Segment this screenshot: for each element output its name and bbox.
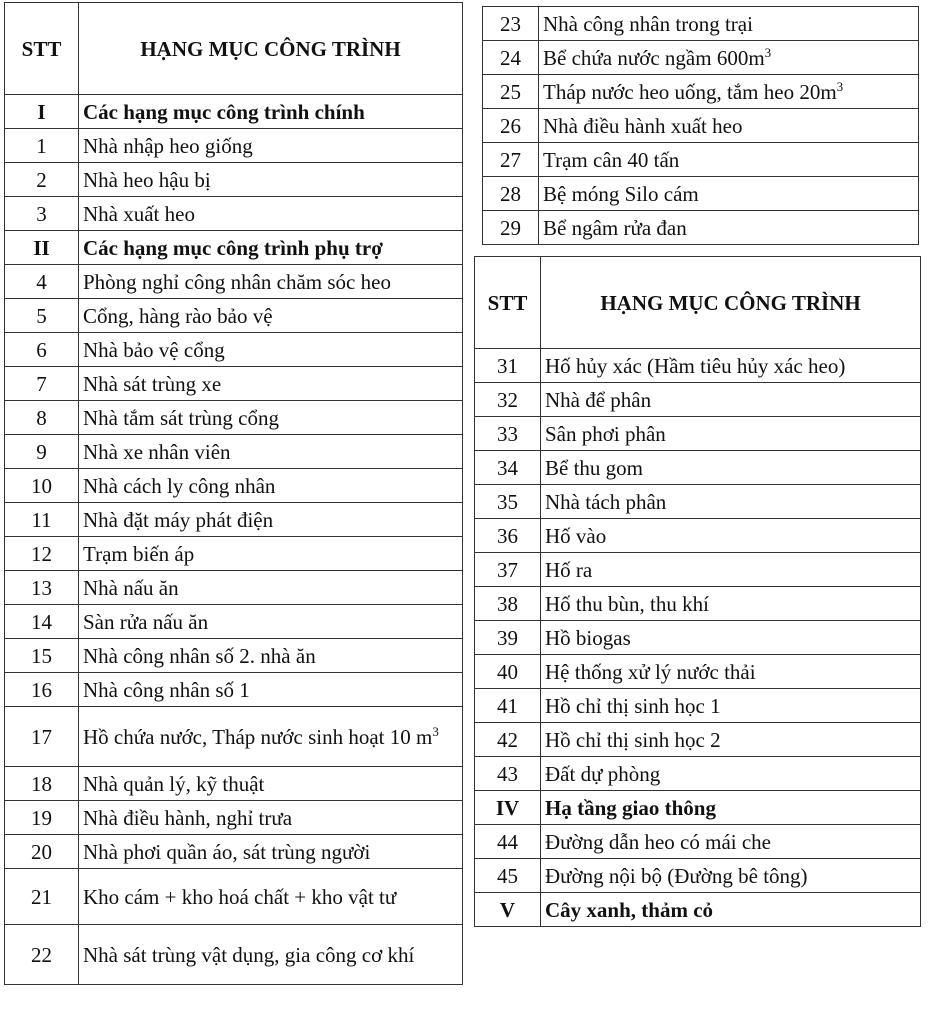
- right-top-table: [482, 6, 919, 245]
- item-name-text: Các hạng mục công trình phụ trợ: [83, 235, 383, 260]
- row-number: 27: [483, 143, 539, 177]
- table-row: [5, 435, 463, 469]
- row-number: 12: [5, 537, 79, 571]
- row-item-name: [541, 791, 921, 825]
- table-row: [475, 485, 921, 519]
- item-name-text: Nhà tắm sát trùng cổng: [83, 405, 279, 430]
- row-number: 23: [483, 7, 539, 41]
- table-row: [483, 143, 919, 177]
- row-item-name: [541, 689, 921, 723]
- section-row: [475, 791, 921, 825]
- row-number: I: [5, 95, 79, 129]
- item-name-text: Nhà xuất heo: [83, 201, 195, 226]
- table-row: [5, 367, 463, 401]
- row-item-name: [79, 469, 463, 503]
- row-item-name: [541, 485, 921, 519]
- item-name-text: Kho cám + kho hoá chất + kho vật tư: [83, 884, 397, 909]
- row-item-name: [79, 571, 463, 605]
- table-row: [5, 801, 463, 835]
- row-number: 3: [5, 197, 79, 231]
- table-row: [5, 163, 463, 197]
- row-item-name: [79, 129, 463, 163]
- row-number: 32: [475, 383, 541, 417]
- row-item-name: [79, 265, 463, 299]
- row-number: 6: [5, 333, 79, 367]
- item-name-text: Hồ chỉ thị sinh học 2: [545, 727, 721, 752]
- row-number: 24: [483, 41, 539, 75]
- row-item-name: [79, 835, 463, 869]
- item-name-text: Nhà đặt máy phát điện: [83, 507, 274, 532]
- row-number: 11: [5, 503, 79, 537]
- item-name-text: Nhà công nhân số 1: [83, 677, 250, 702]
- item-name-text: Nhà công nhân số 2. nhà ăn: [83, 643, 316, 668]
- item-name-text: Hồ chỉ thị sinh học 1: [545, 693, 721, 718]
- table-row: [5, 869, 463, 925]
- superscript: 3: [836, 78, 844, 94]
- item-name-text: Nhà sát trùng vật dụng, gia công cơ khí: [83, 942, 415, 967]
- item-name-text: Bể ngâm rửa đan: [543, 215, 687, 240]
- row-item-name: [541, 723, 921, 757]
- item-name-text: Cây xanh, thảm cỏ: [545, 897, 714, 922]
- table-row: [5, 537, 463, 571]
- section-row: [5, 231, 463, 265]
- row-number: 10: [5, 469, 79, 503]
- row-number: 16: [5, 673, 79, 707]
- item-name-text: Nhà xe nhân viên: [83, 439, 231, 464]
- item-name-text: Phòng nghỉ công nhân chăm sóc heo: [83, 269, 391, 294]
- table-row: [5, 401, 463, 435]
- row-item-name: [79, 605, 463, 639]
- row-number: 31: [475, 349, 541, 383]
- header-item: HẠNG MỤC CÔNG TRÌNH: [79, 3, 463, 95]
- row-item-name: [539, 177, 919, 211]
- item-name-text: Hồ biogas: [545, 625, 631, 650]
- item-name-text: Nhà nhập heo giống: [83, 133, 253, 158]
- row-item-name: [541, 451, 921, 485]
- table-row: [5, 605, 463, 639]
- table-row: [5, 503, 463, 537]
- row-number: 5: [5, 299, 79, 333]
- item-name-text: Hố ra: [545, 557, 593, 582]
- table-row: [475, 417, 921, 451]
- row-number: 44: [475, 825, 541, 859]
- item-name-text: Nhà tách phân: [545, 489, 667, 514]
- row-item-name: [541, 893, 921, 927]
- row-item-name: [79, 333, 463, 367]
- item-name-text: Nhà bảo vệ cổng: [83, 337, 225, 362]
- table-row: [475, 587, 921, 621]
- table-row: [475, 349, 921, 383]
- header-item: HẠNG MỤC CÔNG TRÌNH: [541, 257, 921, 349]
- row-item-name: [79, 435, 463, 469]
- row-item-name: [541, 417, 921, 451]
- row-number: II: [5, 231, 79, 265]
- row-number: 18: [5, 767, 79, 801]
- item-name-text: Nhà quản lý, kỹ thuật: [83, 771, 265, 796]
- item-name-text: Đất dự phòng: [545, 761, 661, 786]
- row-item-name: [541, 553, 921, 587]
- row-item-name: [79, 537, 463, 571]
- section-row: [5, 95, 463, 129]
- item-name-text: Đường dẫn heo có mái che: [545, 829, 771, 854]
- row-item-name: [79, 197, 463, 231]
- row-number: 7: [5, 367, 79, 401]
- row-number: 28: [483, 177, 539, 211]
- table-row: [475, 553, 921, 587]
- right-bottom-table: [474, 256, 921, 927]
- item-name-text: Hố thu bùn, thu khí: [545, 591, 709, 616]
- row-number: 9: [5, 435, 79, 469]
- table-row: [5, 197, 463, 231]
- row-number: 4: [5, 265, 79, 299]
- row-item-name: [539, 75, 919, 109]
- item-name-text: Nhà sát trùng xe: [83, 371, 222, 396]
- row-item-name: [541, 383, 921, 417]
- row-number: 41: [475, 689, 541, 723]
- row-number: 1: [5, 129, 79, 163]
- row-number: 40: [475, 655, 541, 689]
- item-name-text: Nhà điều hành, nghỉ trưa: [83, 805, 293, 830]
- item-name-text: Bệ móng Silo cám: [543, 181, 699, 206]
- row-item-name: [541, 519, 921, 553]
- table-row: [5, 265, 463, 299]
- left-table: [4, 2, 463, 985]
- row-item-name: [79, 95, 463, 129]
- item-name-text: Trạm cân 40 tấn: [543, 147, 680, 172]
- row-number: V: [475, 893, 541, 927]
- row-item-name: [79, 925, 463, 985]
- row-item-name: [79, 231, 463, 265]
- item-name-text: Nhà cách ly công nhân: [83, 473, 276, 498]
- row-item-name: [539, 109, 919, 143]
- row-number: 37: [475, 553, 541, 587]
- item-name-text: Nhà để phân: [545, 387, 652, 412]
- row-item-name: [79, 367, 463, 401]
- item-name-text: Hồ chứa nước, Tháp nước sinh hoạt 10 m: [83, 724, 433, 749]
- table-row: [475, 825, 921, 859]
- row-number: 13: [5, 571, 79, 605]
- right-top-table-body: [483, 7, 919, 245]
- table-row: [475, 383, 921, 417]
- row-item-name: [79, 801, 463, 835]
- header-stt: STT: [475, 257, 541, 349]
- item-name-text: Bể chứa nước ngầm 600m: [543, 45, 765, 70]
- row-number: 14: [5, 605, 79, 639]
- row-item-name: [79, 639, 463, 673]
- table-row: [5, 333, 463, 367]
- row-number: 38: [475, 587, 541, 621]
- row-item-name: [541, 587, 921, 621]
- table-row: [483, 211, 919, 245]
- table-row: [5, 835, 463, 869]
- table-row: [5, 129, 463, 163]
- section-row: [475, 893, 921, 927]
- item-name-text: Bể thu gom: [545, 455, 643, 480]
- row-number: 42: [475, 723, 541, 757]
- table-row: [5, 299, 463, 333]
- table-row: [475, 723, 921, 757]
- row-number: 22: [5, 925, 79, 985]
- item-name-text: Nhà nấu ăn: [83, 575, 179, 600]
- row-item-name: [539, 143, 919, 177]
- row-item-name: [541, 825, 921, 859]
- table-row: [475, 655, 921, 689]
- row-number: 19: [5, 801, 79, 835]
- row-number: IV: [475, 791, 541, 825]
- item-name-text: Tháp nước heo uống, tắm heo 20m: [543, 79, 837, 104]
- row-number: 34: [475, 451, 541, 485]
- row-number: 35: [475, 485, 541, 519]
- row-item-name: [541, 757, 921, 791]
- superscript: 3: [764, 44, 772, 60]
- left-table-body: [5, 95, 463, 985]
- table-row: [5, 673, 463, 707]
- table-row: [475, 451, 921, 485]
- table-row: [475, 519, 921, 553]
- item-name-text: Trạm biến áp: [83, 541, 195, 566]
- row-number: 39: [475, 621, 541, 655]
- table-row: [483, 177, 919, 211]
- row-item-name: [79, 401, 463, 435]
- row-number: 26: [483, 109, 539, 143]
- table-row: [483, 7, 919, 41]
- table-row: [483, 109, 919, 143]
- table-row: [5, 639, 463, 673]
- table-row: [5, 925, 463, 985]
- item-name-text: Sân phơi phân: [545, 421, 666, 446]
- item-name-text: Nhà điều hành xuất heo: [543, 113, 743, 138]
- table-row: [483, 75, 919, 109]
- item-name-text: Hố hủy xác (Hầm tiêu hủy xác heo): [545, 353, 846, 378]
- row-item-name: [79, 673, 463, 707]
- table-row: [483, 41, 919, 75]
- row-number: 2: [5, 163, 79, 197]
- table-row: [475, 859, 921, 893]
- row-item-name: [541, 859, 921, 893]
- row-number: 43: [475, 757, 541, 791]
- row-number: 15: [5, 639, 79, 673]
- item-name-text: Cổng, hàng rào bảo vệ: [83, 303, 273, 328]
- item-name-text: Hạ tầng giao thông: [545, 795, 716, 820]
- item-name-text: Các hạng mục công trình chính: [83, 99, 365, 124]
- table-row: [475, 621, 921, 655]
- table-row: [475, 689, 921, 723]
- superscript: 3: [432, 723, 439, 739]
- item-name-text: Nhà công nhân trong trại: [543, 11, 753, 36]
- item-name-text: Đường nội bộ (Đường bê tông): [545, 863, 808, 888]
- item-name-text: Hệ thống xử lý nước thải: [545, 659, 756, 684]
- row-number: 45: [475, 859, 541, 893]
- row-number: 21: [5, 869, 79, 925]
- row-number: 17: [5, 707, 79, 767]
- item-name-text: Hố vào: [545, 523, 607, 548]
- table-row: [5, 707, 463, 767]
- row-number: 36: [475, 519, 541, 553]
- row-number: 20: [5, 835, 79, 869]
- row-number: 25: [483, 75, 539, 109]
- table-row: [475, 757, 921, 791]
- row-item-name: [541, 621, 921, 655]
- row-item-name: [541, 655, 921, 689]
- row-number: 8: [5, 401, 79, 435]
- table-row: [5, 469, 463, 503]
- item-name-text: Sàn rửa nấu ăn: [83, 609, 209, 634]
- row-item-name: [79, 869, 463, 925]
- table-row: [5, 571, 463, 605]
- row-item-name: [79, 767, 463, 801]
- table-row: [5, 767, 463, 801]
- row-item-name: [79, 299, 463, 333]
- row-number: 29: [483, 211, 539, 245]
- item-name-text: Nhà phơi quần áo, sát trùng người: [83, 839, 371, 864]
- row-item-name: [79, 163, 463, 197]
- right-bottom-table-body: [475, 349, 921, 927]
- row-item-name: [541, 349, 921, 383]
- row-item-name: [539, 7, 919, 41]
- row-item-name: [79, 707, 463, 767]
- row-item-name: [539, 211, 919, 245]
- item-name-text: Nhà heo hậu bị: [83, 167, 211, 192]
- header-stt: STT: [5, 3, 79, 95]
- row-number: 33: [475, 417, 541, 451]
- row-item-name: [79, 503, 463, 537]
- row-item-name: [539, 41, 919, 75]
